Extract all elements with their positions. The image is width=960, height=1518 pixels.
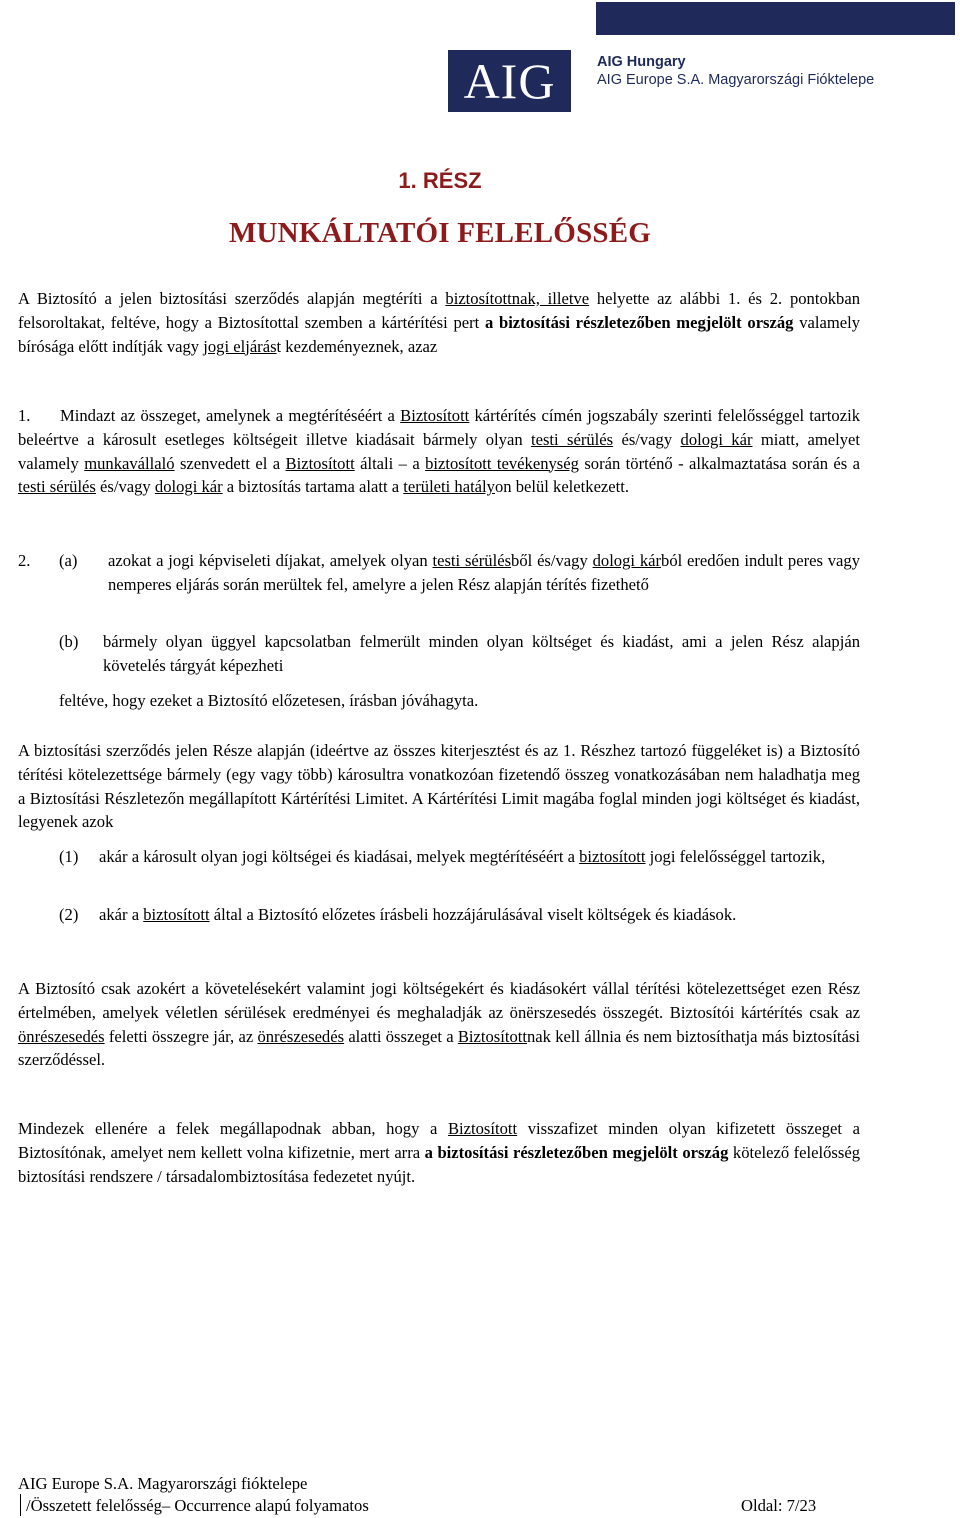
intro-paragraph: A Biztosító a jelen biztosítási szerződés alapján megtéríti a biztosítottnak, illetve helyette az alábbi 1. és 2. pontokban felsoroltakat, feltéve, hogy a Biztosítottal szemben a kártérítési pert a biztosítási részletezőben megjelölt ország valamely bírósága előtt indítják vagy jogi eljárást kezdeményeznek, azaz (18, 289, 861, 356)
company-line-2: AIG Europe S.A. Magyarországi Fióktelepe (597, 72, 875, 88)
footer-company: AIG Europe S.A. Magyarországi fióktelepe (18, 1474, 308, 1493)
item-2a-label: (a) (59, 551, 78, 570)
page-title: MUNKÁLTATÓI FELELŐSSÉG (228, 217, 652, 249)
limit-item-2-text: akár a biztosított által a Biztosító előzetes írásbeli hozzájárulásával viselt költségek és kiadások. (99, 905, 737, 924)
item-2b-label: (b) (59, 632, 79, 651)
reimbursement-paragraph: Mindezek ellenére a felek megállapodnak abban, hogy a Biztosított visszafizet minden olyan kifizetett összeget a Biztosítónak, amelyet nem kellett volna kifizetnie, mert arra a biztosítási részletezőben megjelölt ország kötelező felelősség biztosítási rendszere / társadalombiztosítása fedezetet nyújt. (18, 1119, 861, 1186)
limit-item-1-label: (1) (59, 847, 79, 866)
company-name (597, 53, 874, 89)
limit-item-1-text: akár a károsult olyan jogi költségei és kiadásai, melyek megtérítéséért a biztosított jogi felelősséggel tartozik, (99, 847, 826, 866)
part-number: 1. RÉSZ (398, 168, 482, 193)
item-1-text: Mindazt az összeget, amelynek a megtérítéséért a Biztosított kártérítés címén jogszabály szerinti felelősséggel tartozik beleértve a károsult esetleges költségeit illetve kiadásait bármely olyan testi sérülés és/vagy dologi kár miatt, amelyet valamely munkavállaló szenvedett el a Biztosított általi – a biztosított tevékenység során történő - alkalmaztatása során és a testi sérülés és/vagy dologi kár a biztosítás tartama alatt a területi hatályon belül keletkezett. (18, 406, 860, 497)
limit-paragraph: A biztosítási szerződés jelen Része alapján (ideértve az összes kiterjesztést és az 1. Részhez tartozó függeléket is) a Biztosító térítési kötelezettsége bármely (egy vagy több) károsultra vonatkozóan fizetendő összeg vonatkozásában nem haladhatja meg a Biztosítási Részletezőn megállapított Kártérítési Limitet. A Kártérítési Limit magába foglal minden jogi költséget és kiadást, legyenek azok (18, 741, 860, 832)
item-2-closing: feltéve, hogy ezeket a Biztosító előzetesen, írásban jóváhagyta. (59, 691, 479, 710)
item-2-number: 2. (18, 551, 31, 570)
limit-item-2-label: (2) (59, 905, 79, 924)
footer-page-number: Oldal: 7/23 (741, 1496, 817, 1515)
item-2b-text: bármely olyan üggyel kapcsolatban felmerült minden olyan költséget és kiadást, ami a jelen Rész alapján követelés tárgyát képezheti (103, 632, 860, 675)
item-1-number: 1. (18, 406, 31, 425)
footer-revision-bar (20, 1494, 21, 1516)
footer-document-name: /Összetett felelősség– Occurrence alapú folyamatos (26, 1496, 369, 1515)
aig-logo: AIG (448, 50, 571, 112)
item-2a-text: azokat a jogi képviseleti díjakat, amelyek olyan testi sérülésből és/vagy dologi kárból eredően indult peres vagy nemperes eljárás során merültek fel, amelyre a jelen Rész alapján térítés fizethető (108, 551, 860, 594)
header-color-bar (596, 2, 955, 35)
company-line-1: AIG Hungary (597, 54, 686, 70)
deductible-paragraph: A Biztosító csak azokért a követelésekért valamint jogi költségekért és kiadásokért vállal térítési kötelezettséget ezen Rész értelmében, amelyek véletlen sérülések eredményei és meghaladják az önërszesedés összegét. Biztosítói kártérítés csak az önrészesedés feletti összegre jár, az önrészesedés alatti összeget a Biztosítottnak kell állnia és nem biztosíthatja más biztosítási szerződéssel. (18, 979, 860, 1070)
